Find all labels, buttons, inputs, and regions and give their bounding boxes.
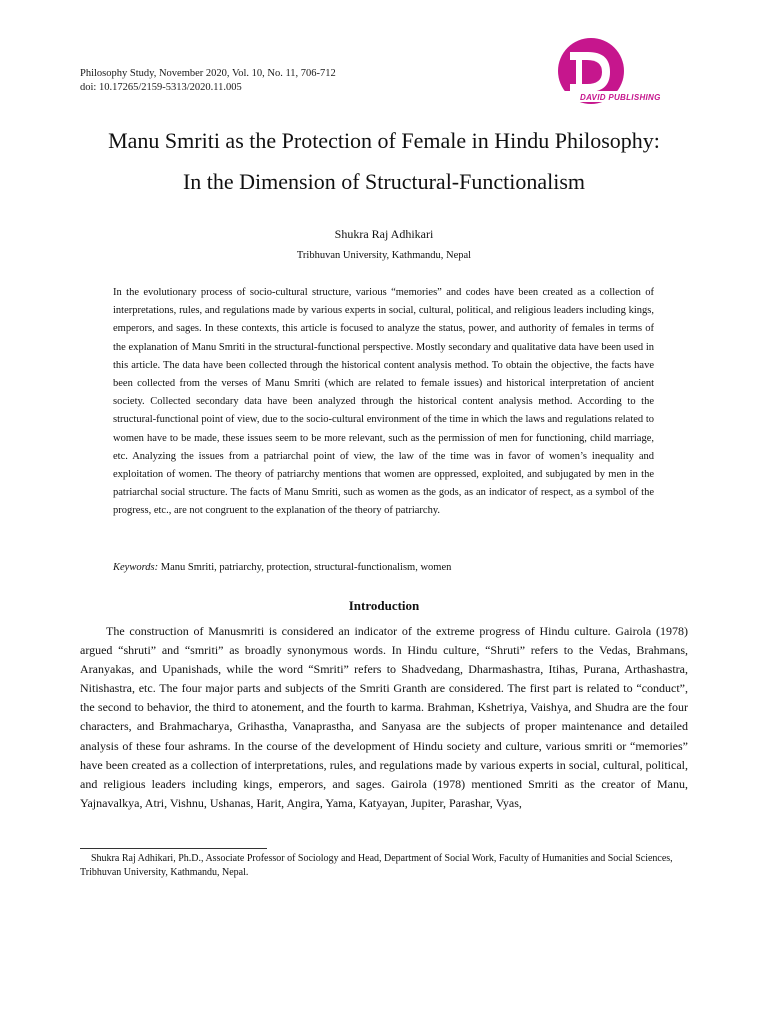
author-affiliation: Tribhuvan University, Kathmandu, Nepal: [296, 250, 472, 261]
author-footnote: Shukra Raj Adhikari, Ph.D., Associate Professor of Sociology and Head, Department of Social Work, Faculty of Humanities and Social Sciences, Tribhuvan University, Kathmandu, Nepal.: [80, 853, 673, 878]
keywords: [113, 561, 654, 575]
journal-citation: Philosophy Study, November 2020, Vol. 10, No. 11, 706-712: [80, 68, 336, 79]
journal-doi: doi: 10.17265/2159-5313/2020.11.005: [80, 82, 242, 93]
keywords-list: Manu Smriti, patriarchy, protection, structural-functionalism, women: [158, 562, 452, 573]
introduction-paragraph: The construction of Manusmriti is considered an indicator of the extreme progress of Hindu culture. Gairola (1978) argued “shruti” and “smriti” as broadly synonymous words. In Hindu culture, “Shruti” refers to the Vedas, Brahmans, Aranyakas, and Upanishads, while the word “Smriti” refers to Shadvedang, Dharmashastra, Itihas, Purana, Arthashastra, Nitishastra, etc. The four major parts and subjects of the Smriti Granth are considered. The first part is related to “conduct”, the second to behavior, the third to atonement, and the fourth to karma. Brahman, Kshetriya, Vaishya, and Shudra are the four characters, and Brahmacharya, Grihastha, Vanaprastha, and Sanyasa are the subjects of proper maintenance and detailed analysis of these four ashrams. In the course of the development of Hindu society and culture, various smriti or “memories” have been created as a collection of interpretations, rules, and regulations made by various experts in social, cultural, political, and religious leaders including kings, emperors, and sages. Gairola (1978) mentioned Smriti as the creator of Manu, Yajnavalkya, Atri, Vishnu, Ushanas, Harit, Angira, Yama, Katyayan, Jupiter, Parashar, Vyas,: [80, 624, 688, 810]
keywords-label: Keywords:: [113, 562, 159, 573]
publisher-logo: [558, 38, 698, 108]
paper-title-line-2: In the Dimension of Structural-Functionalism: [182, 169, 586, 194]
author-name: Shukra Raj Adhikari: [334, 227, 434, 241]
journal-info: [80, 67, 336, 95]
publisher-logo-text: DAVID PUBLISHING: [580, 93, 661, 102]
abstract-text: In the evolutionary process of socio-cultural structure, various “memories” and codes have been created as a collection of interpretations, rules, and regulations made by various experts in social, cultural, political, and religious leaders including kings, emperors, and sages. In these contexts, this article is focused to analyze the status, power, and authority of females in terms of the explanation of Manu Smriti in the structural-functional perspective. Mostly secondary and qualitative data have been used in this article. The data have been collected through the historical content analysis method. To obtain the objective, the facts have been collected from the verses of Manu Smriti (which are related to female issues) and historical interpretation of ancient society. Collected secondary data have been analyzed through the historical content analysis method. According to the structural-functional point of view, due to the socio-cultural environment of the time in which the laws and regulations related to women have to be made, these issues seem to be more relevant, such as the permission of men for functioning, child marriage, etc. Analyzing the issues from a patriarchal point of view, the law of the time was in favor of women’s inequality and exploitation of women. The theory of patriarchy mentions that women are oppressed, exploited, and subjugated by men in the patriarchal social structure. The facts of Manu Smriti, such as women as the gods, as an indicator of respect, as a symbol of the progress, etc., are not congruent to the explanation of the theory of patriarchy.: [113, 287, 654, 517]
footnote-divider: [80, 848, 267, 849]
paper-title-line-1: Manu Smriti as the Protection of Female in Hindu Philosophy:: [108, 128, 660, 153]
section-heading-introduction: Introduction: [348, 598, 420, 613]
